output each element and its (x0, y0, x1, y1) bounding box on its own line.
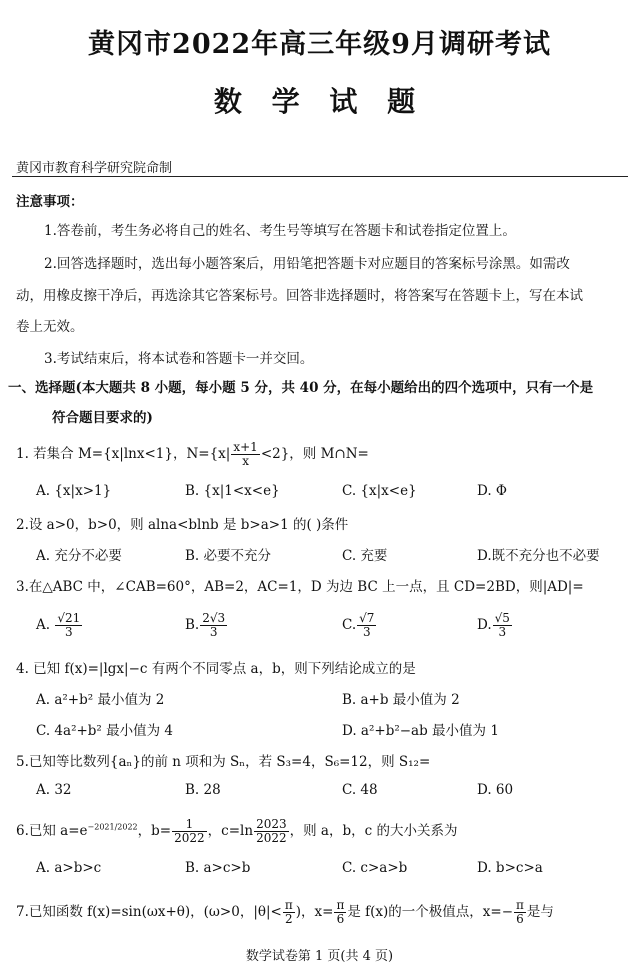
q2-stem: 2.设 a>0，b>0，则 alna<blnb 是 b>a>1 的( )条件 (16, 517, 349, 533)
q5-stem: 5.已知等比数列{aₙ}的前 n 项和为 Sₙ，若 S₃=4，S₆=12，则 S₁₂= (16, 754, 431, 770)
q3-stem: 3.在△ABC 中，∠CAB=60°，AB=2，AC=1，D 为边 BC 上一点，且 CD=2BD，则|AD|= (16, 579, 584, 595)
q6-option-c: C. c>a>b (342, 860, 408, 876)
q5-option-b: B. 28 (185, 782, 221, 798)
note-1: 1.答卷前，考生务必将自己的姓名、考生号等填写在答题卡和试卷指定位置上。 (44, 223, 516, 239)
q6-option-b: B. a>c>b (185, 860, 251, 876)
q7-stem: 7.已知函数 f(x)=sin(ωx+θ)，(ω>0，|θ|< $\frac{\pi}{2}$ )，x= $\frac{\pi}{6}$ 是 f(x)的一个极值点，x=− $\frac{\pi}{6}$ 是与 (16, 898, 554, 926)
note-2c: 卷上无效。 (16, 319, 84, 335)
q6-exponent: −2021/2022 (87, 822, 138, 832)
notes-heading: 注意事项： (16, 194, 84, 210)
exam-title: 黄冈市2022年高三年级9月调研考试 (88, 29, 551, 60)
note-3: 3.考试结束后，将本试卷和答题卡一并交回。 (44, 351, 314, 367)
q4-option-c: C. 4a²+b² 最小值为 4 (36, 723, 174, 739)
q4-option-b: B. a+b 最小值为 2 (342, 692, 460, 708)
q5-option-a: A. 32 (36, 782, 72, 798)
q2-option-a: A. 充分不必要 (36, 548, 122, 564)
q1-option-b: B. {x|1<x<e} (185, 483, 280, 499)
q6-option-d: D. b>c>a (477, 860, 543, 876)
q4-stem: 4. 已知 f(x)=|lgx|−c 有两个不同零点 a，b，则下列结论成立的是 (16, 661, 416, 677)
issuer: 黄冈市教育科学研究院命制 (16, 161, 173, 176)
note-2b: 动，用橡皮擦干净后，再选涂其它答案标号。回答非选择题时，将答案写在答题卡上，写在本试 (16, 288, 583, 304)
exam-subtitle: 数 学 试 题 (213, 85, 426, 118)
page-footer: 数学试卷第 1 页(共 4 页) (245, 949, 394, 964)
q5-option-d: D. 60 (477, 782, 514, 798)
section1-heading: 一、选择题(本大题共 8 小题，每小题 5 分，共 40 分，在每小题给出的四个选项中，只有一个是 (8, 380, 594, 396)
q4-option-a: A. a²+b² 最小值为 2 (36, 692, 165, 708)
q6-stem: 6.已知 $a=e^{-2021/2022}$，b= $\frac{1}{2022}$ ，c=ln $\frac{2023}{2022}$ ，则 a，b，c 的大小关系为 (16, 817, 458, 845)
q2-option-d: D.既不充分也不必要 (477, 548, 600, 564)
q2-option-c: C. 充要 (342, 548, 388, 564)
q5-option-c: C. 48 (342, 782, 378, 798)
q3-option-d: D. $\frac{√5}{3}$ (477, 611, 510, 639)
q3-option-a: A. $\frac{√21}{3}$ (36, 611, 81, 639)
q3-option-c: C. $\frac{√7}{3}$ (342, 611, 375, 639)
q4-option-d: D. a²+b²−ab 最小值为 1 (342, 723, 499, 739)
q1-option-c: C. {x|x<e} (342, 483, 417, 499)
q1-option-a: A. {x|x>1} (36, 483, 112, 499)
q1-stem: 1. 若集合 M={x|lnx<1}，N={x| $\frac{x+1}{x}$ <2}，则 M∩N= (16, 440, 369, 468)
section1-heading-cont: 符合题目要求的) (52, 410, 153, 426)
q3-option-b: B. $\frac{2√3}{3}$ (185, 611, 226, 639)
q1-fraction: $\frac{x+1}{x}$ (233, 440, 258, 468)
q6-option-a: A. a>b>c (36, 860, 102, 876)
q2-option-b: B. 必要不充分 (185, 548, 272, 564)
q1-option-d: D. Φ (477, 483, 507, 499)
header-divider (12, 176, 628, 177)
note-2a: 2.回答选择题时，选出每小题答案后，用铅笔把答题卡对应题目的答案标号涂黑。如需改 (44, 256, 570, 272)
